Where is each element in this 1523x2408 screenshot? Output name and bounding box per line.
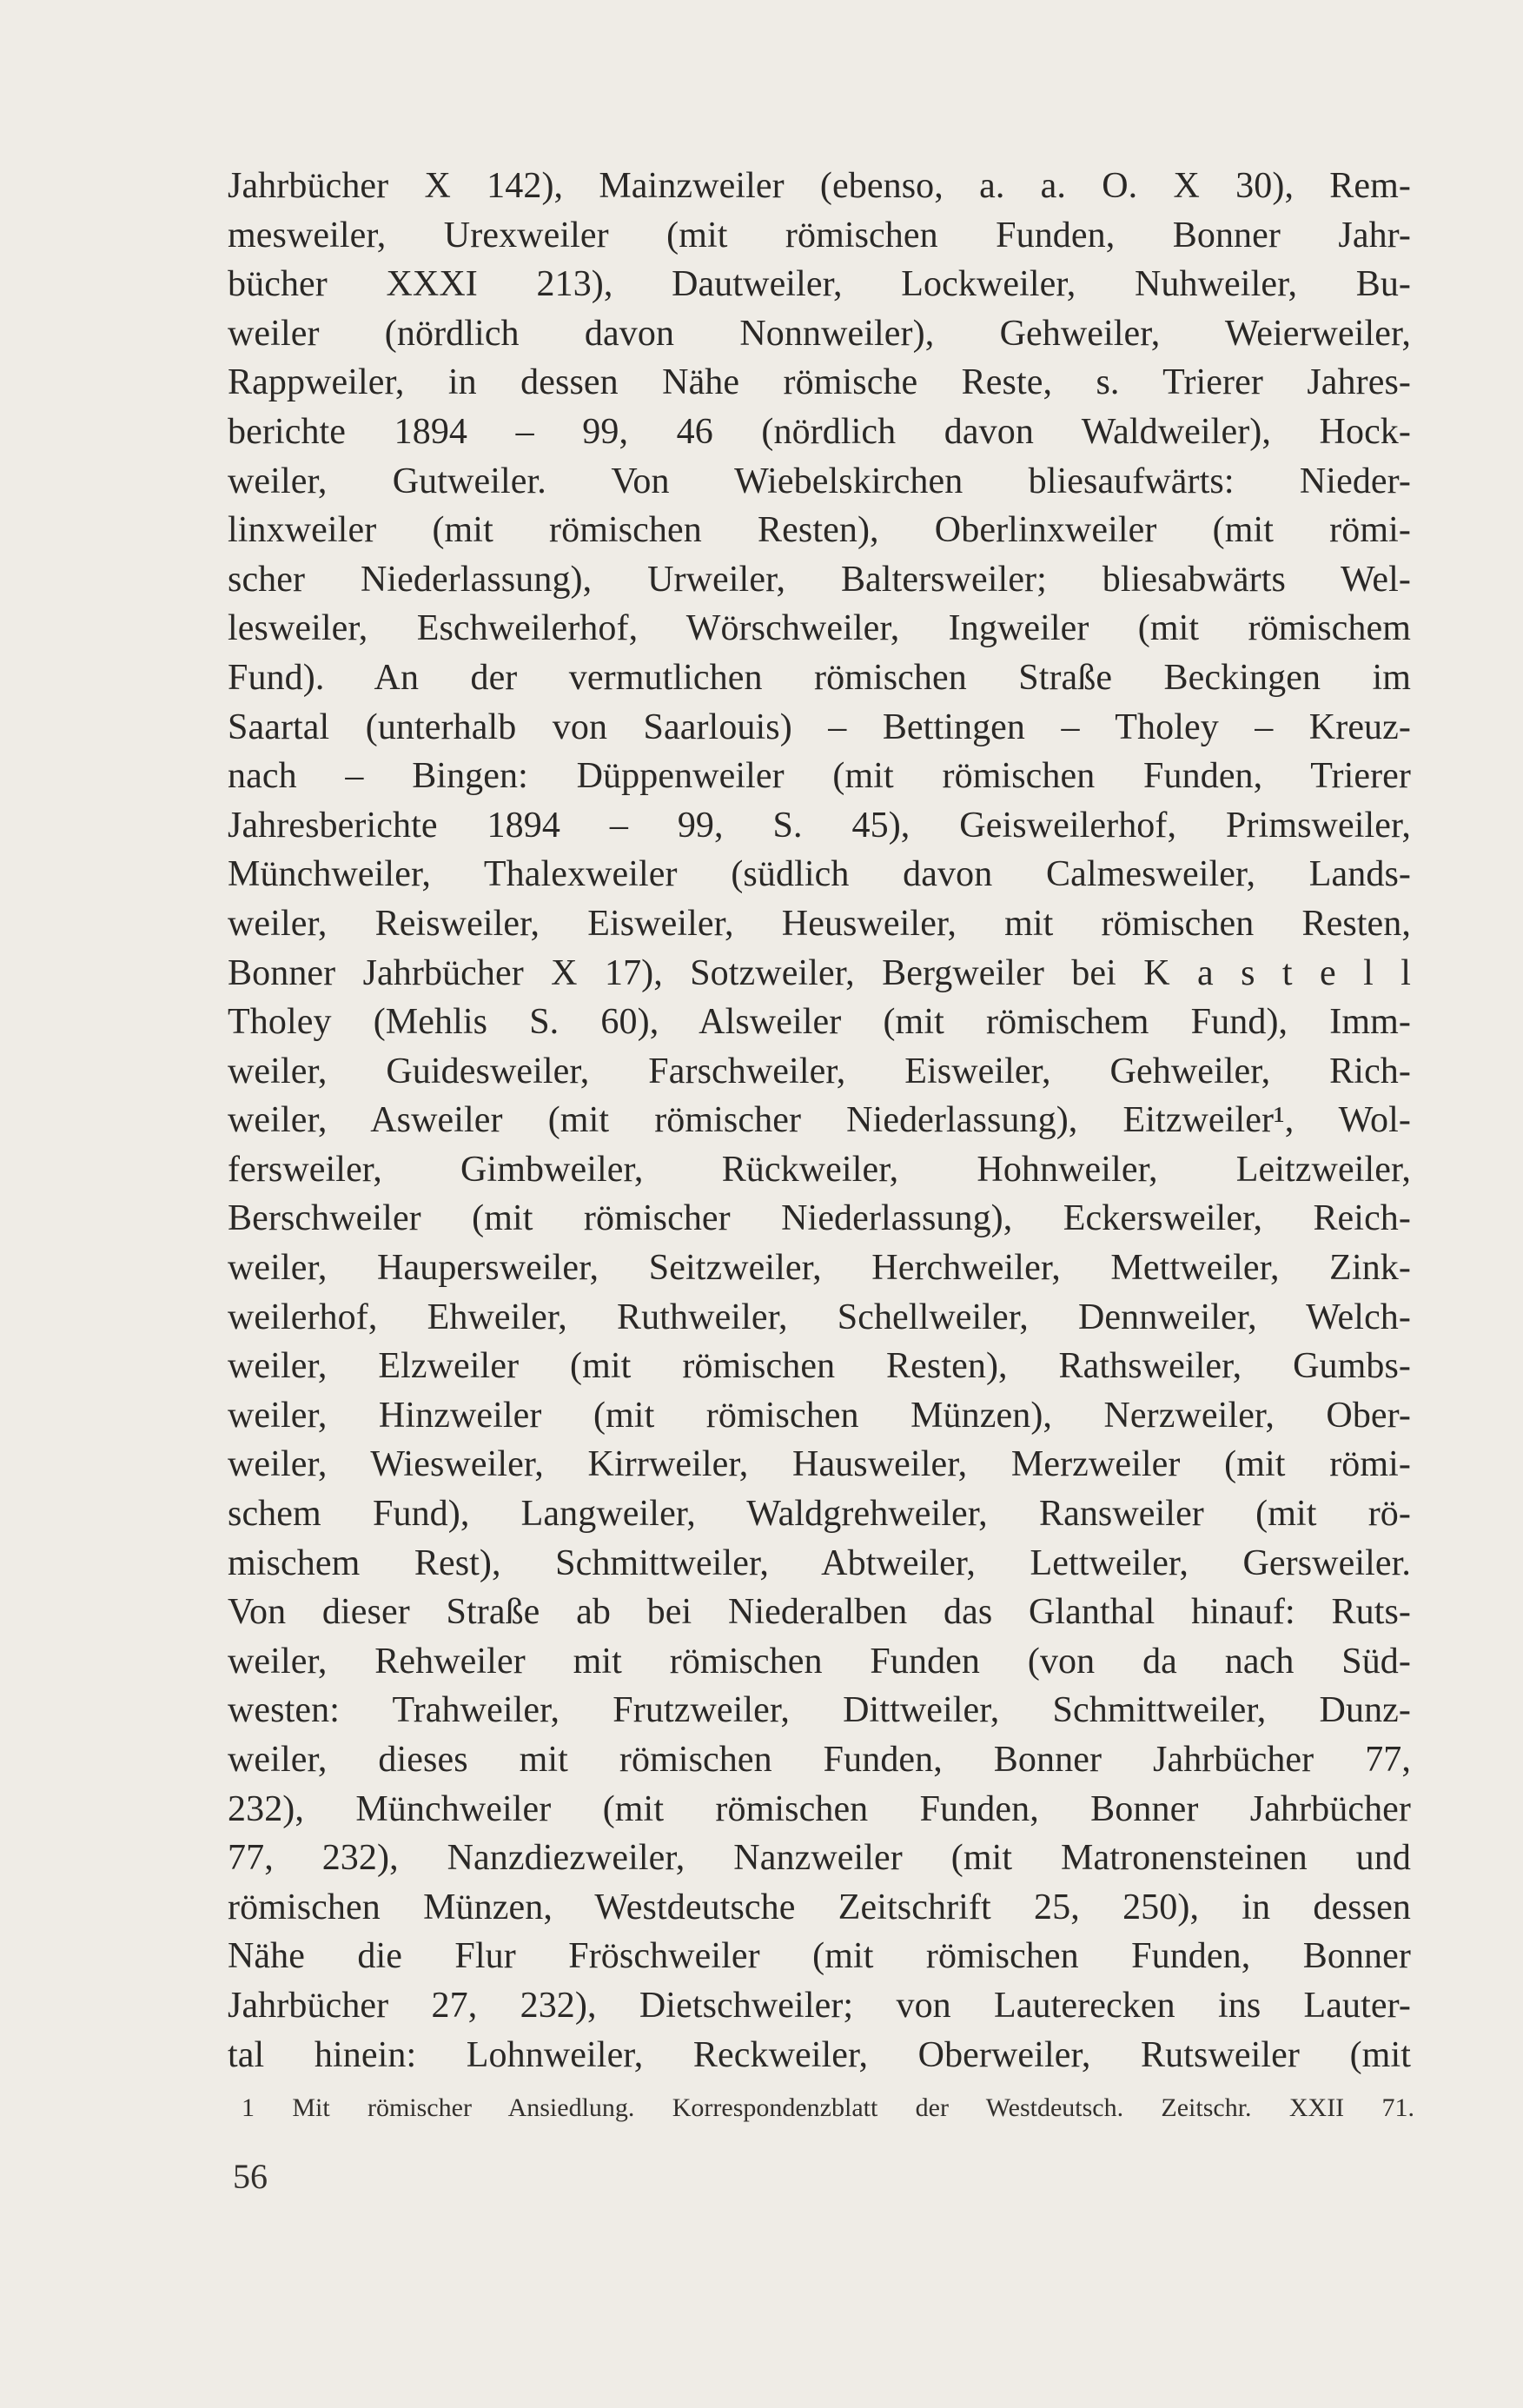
- text-line: 77, 232), Nanzdiezweiler, Nanzweiler (mit Matronensteinen und: [228, 1838, 1411, 1879]
- text-line: mesweiler, Urexweiler (mit römischen Funden, Bonner Jahr-: [228, 215, 1411, 255]
- text-line: weilerhof, Ehweiler, Ruthweiler, Schellweiler, Dennweiler, Welch-: [228, 1297, 1411, 1337]
- text-line: weiler, Wiesweiler, Kirrweiler, Hausweiler, Merzweiler (mit römi-: [228, 1444, 1411, 1485]
- text-line: linxweiler (mit römischen Resten), Oberlinxweiler (mit römi-: [228, 510, 1411, 551]
- text-line: weiler, Guidesweiler, Farschweiler, Eisweiler, Gehweiler, Rich-: [228, 1051, 1411, 1091]
- text-line: bücher XXXI 213), Dautweiler, Lockweiler, Nuhweiler, Bu-: [228, 264, 1411, 305]
- text-line: Saartal (unterhalb von Saarlouis) – Bettingen – Tholey – Kreuz-: [228, 706, 1411, 747]
- text-line: weiler, Elzweiler (mit römischen Resten), Rathsweiler, Gumbs-: [228, 1346, 1411, 1387]
- text-line: Nähe die Flur Fröschweiler (mit römischen Funden, Bonner: [228, 1936, 1411, 1977]
- text-line: lesweiler, Eschweilerhof, Wörschweiler, Ingweiler (mit römischem: [228, 608, 1411, 649]
- text-line: Bonner Jahrbücher X 17), Sotzweiler, Bergweiler bei K a s t e l l: [228, 952, 1411, 993]
- text-line: scher Niederlassung), Urweiler, Baltersweiler; bliesabwärts Wel-: [228, 559, 1411, 600]
- footnote: 1 Mit römischer Ansiedlung. Korrespondenzblatt der Westdeutsch. Zeitschr. XXII 71.: [242, 2093, 1414, 2122]
- text-line: weiler, Rehweiler mit römischen Funden (von da nach Süd-: [228, 1641, 1411, 1682]
- text-line: tal hinein: Lohnweiler, Reckweiler, Oberweiler, Rutsweiler (mit: [228, 2034, 1411, 2075]
- text-line: mischem Rest), Schmittweiler, Abtweiler, Lettweiler, Gersweiler.: [228, 1542, 1411, 1583]
- text-line: nach – Bingen: Düppenweiler (mit römischen Funden, Trierer: [228, 756, 1411, 797]
- text-line: weiler, Gutweiler. Von Wiebelskirchen bliesaufwärts: Nieder-: [228, 461, 1411, 501]
- text-line: 232), Münchweiler (mit römischen Funden, Bonner Jahrbücher: [228, 1788, 1411, 1829]
- text-line: römischen Münzen, Westdeutsche Zeitschrift 25, 250), in dessen: [228, 1887, 1411, 1927]
- text-line: Jahresberichte 1894 – 99, S. 45), Geisweilerhof, Primsweiler,: [228, 805, 1411, 846]
- text-line: fersweiler, Gimbweiler, Rückweiler, Hohnweiler, Leitzweiler,: [228, 1149, 1411, 1190]
- text-line: Rappweiler, in dessen Nähe römische Reste, s. Trierer Jahres-: [228, 362, 1411, 403]
- text-line: Jahrbücher X 142), Mainzweiler (ebenso, a. a. O. X 30), Rem-: [228, 166, 1411, 206]
- text-line: weiler, Haupersweiler, Seitzweiler, Herchweiler, Mettweiler, Zink-: [228, 1248, 1411, 1289]
- text-line: weiler, dieses mit römischen Funden, Bonner Jahrbücher 77,: [228, 1740, 1411, 1780]
- text-line: weiler, Hinzweiler (mit römischen Münzen), Nerzweiler, Ober-: [228, 1395, 1411, 1436]
- text-line: weiler (nördlich davon Nonnweiler), Gehweiler, Weierweiler,: [228, 313, 1411, 354]
- text-line: berichte 1894 – 99, 46 (nördlich davon Waldweiler), Hock-: [228, 411, 1411, 452]
- body-text: [228, 162, 1411, 2080]
- text-line: Von dieser Straße ab bei Niederalben das Glanthal hinauf: Ruts-: [228, 1592, 1411, 1633]
- text-line: Jahrbücher 27, 232), Dietschweiler; von Lauterecken ins Lauter-: [228, 1985, 1411, 2026]
- text-line: Münchweiler, Thalexweiler (südlich davon Calmesweiler, Lands-: [228, 854, 1411, 895]
- page-number: 56: [233, 2157, 268, 2196]
- text-line: weiler, Reisweiler, Eisweiler, Heusweiler, mit römischen Resten,: [228, 903, 1411, 944]
- text-line: schem Fund), Langweiler, Waldgrehweiler, Ransweiler (mit rö-: [228, 1494, 1411, 1535]
- text-line: westen: Trahweiler, Frutzweiler, Dittweiler, Schmittweiler, Dunz-: [228, 1690, 1411, 1731]
- text-line: Tholey (Mehlis S. 60), Alsweiler (mit römischem Fund), Imm-: [228, 1002, 1411, 1043]
- text-line: Berschweiler (mit römischer Niederlassung), Eckersweiler, Reich-: [228, 1198, 1411, 1239]
- text-line: weiler, Asweiler (mit römischer Niederlassung), Eitzweiler¹, Wol-: [228, 1100, 1411, 1141]
- text-line: Fund). An der vermutlichen römischen Straße Beckingen im: [228, 657, 1411, 698]
